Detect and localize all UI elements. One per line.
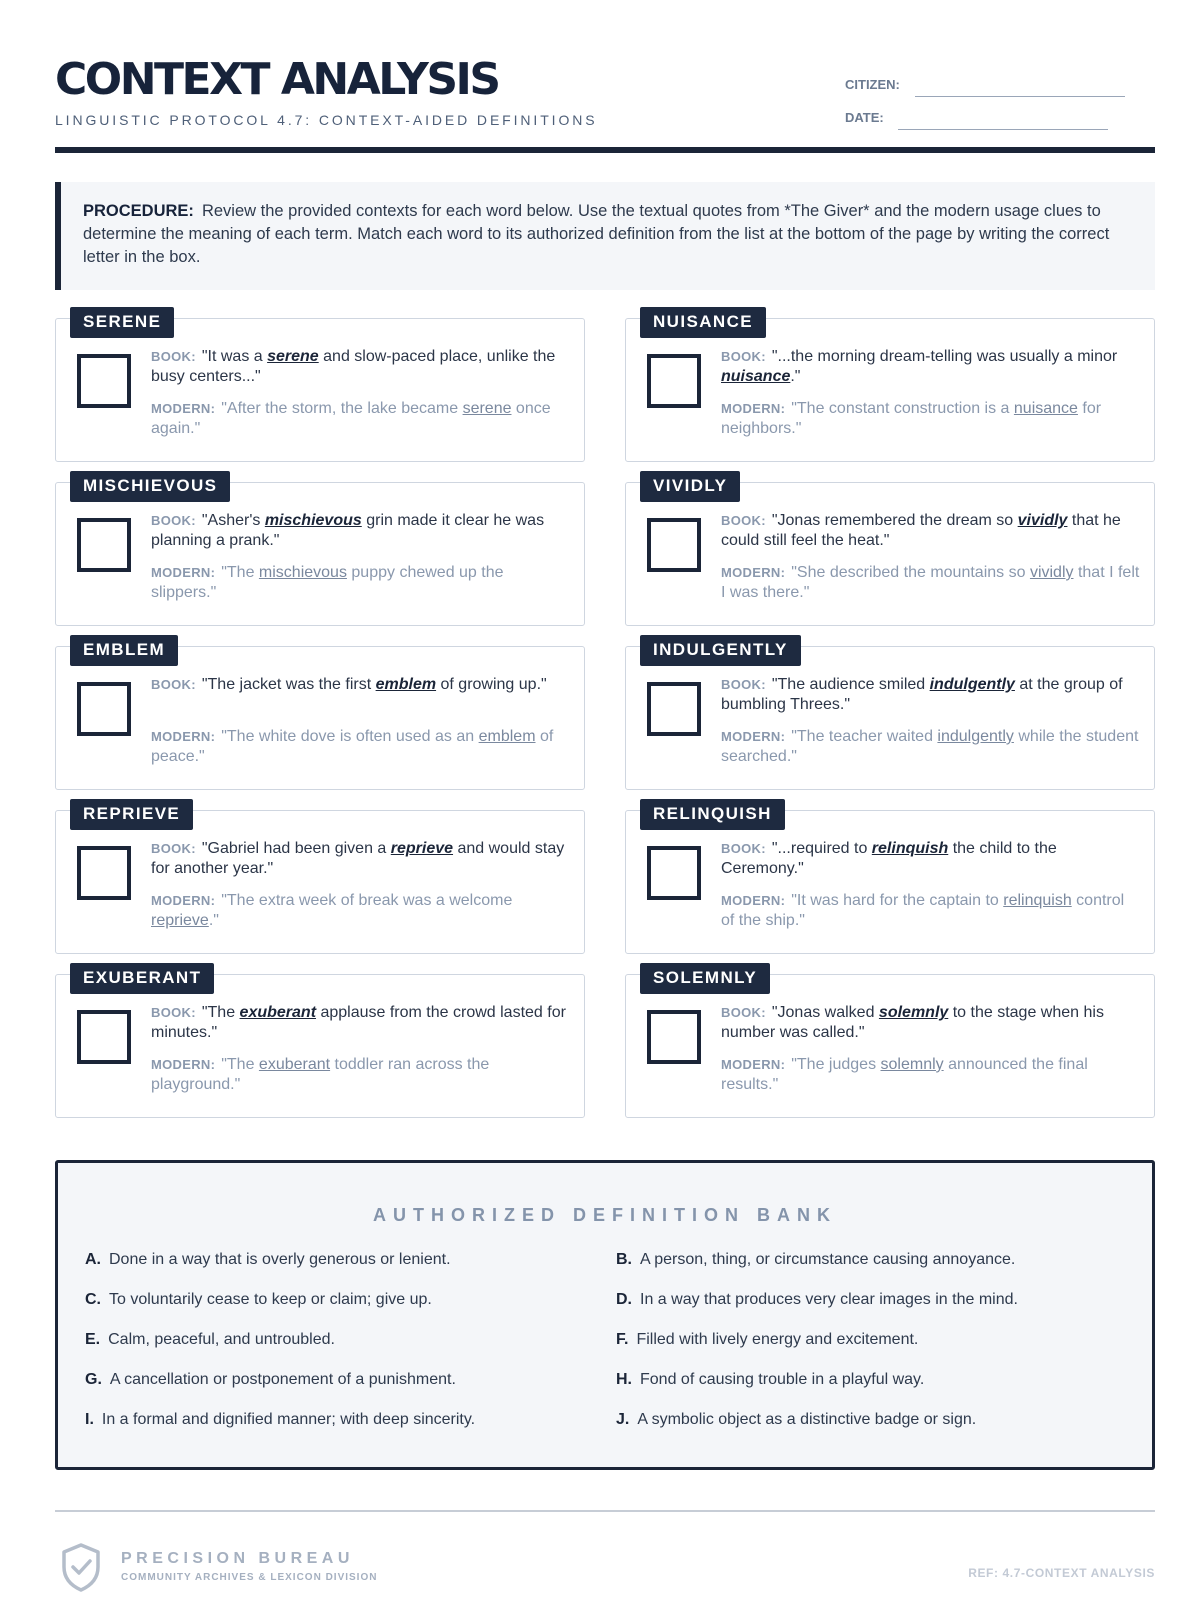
book-text: "Gabriel had been given a (201, 840, 391, 857)
page-title: CONTEXT ANALYSIS (55, 54, 499, 105)
book-keyword: relinquish (871, 840, 949, 857)
answer-box[interactable] (77, 682, 131, 736)
answer-box[interactable] (77, 1010, 131, 1064)
book-label: BOOK: (151, 349, 196, 364)
definition-item (85, 1251, 585, 1269)
definition-item (616, 1251, 1116, 1269)
definition-text: Fond of causing trouble in a playful way. (640, 1371, 925, 1388)
modern-label: MODERN: (721, 401, 786, 416)
modern-text: control of the ship." (721, 892, 1125, 929)
book-keyword: vividly (1017, 512, 1068, 529)
definition-text: Filled with lively energy and excitement. (636, 1331, 919, 1348)
modern-text: puppy chewed up the slippers." (151, 564, 504, 601)
modern-text: "The extra week of break was a welcome (221, 892, 513, 909)
word-tag: SERENE (70, 307, 174, 338)
book-text: the child to the Ceremony." (721, 840, 1057, 877)
page-subtitle: LINGUISTIC PROTOCOL 4.7: CONTEXT-AIDED DEFINITIONS (55, 112, 598, 128)
definition-letter: F. (616, 1331, 629, 1348)
modern-text: announced the final results." (721, 1056, 1088, 1093)
book-label: BOOK: (151, 841, 196, 856)
book-text: "The jacket was the first (201, 676, 376, 693)
book-label: BOOK: (151, 677, 196, 692)
book-quote (721, 675, 1141, 715)
book-keyword: reprieve (390, 840, 454, 857)
word-tag: EMBLEM (70, 635, 178, 666)
book-quote (721, 511, 1141, 551)
definition-letter: E. (85, 1331, 101, 1348)
book-label: BOOK: (721, 841, 766, 856)
modern-label: MODERN: (721, 893, 786, 908)
modern-label: MODERN: (721, 1057, 786, 1072)
definition-text: In a formal and dignified manner; with deep sincerity. (101, 1411, 476, 1428)
date-field[interactable] (898, 129, 1108, 130)
book-keyword: emblem (375, 676, 437, 693)
word-card-indulgently (625, 640, 1155, 790)
definition-text: A cancellation or postponement of a punishment. (109, 1371, 456, 1388)
modern-text: "The white dove is often used as an (221, 728, 479, 745)
modern-quote (151, 1055, 571, 1095)
book-label: BOOK: (151, 513, 196, 528)
citizen-label: CITIZEN: (845, 77, 900, 92)
definition-text: A symbolic object as a distinctive badge or sign. (637, 1411, 977, 1428)
header (55, 50, 1155, 155)
modern-keyword: mischievous (258, 564, 347, 581)
word-card-serene (55, 312, 585, 462)
definition-letter: G. (85, 1371, 102, 1388)
modern-keyword: vividly (1029, 564, 1074, 581)
modern-label: MODERN: (151, 565, 216, 580)
modern-text: "The constant construction is a (791, 400, 1014, 417)
modern-quote (151, 891, 571, 931)
definition-item (616, 1371, 1116, 1389)
answer-box[interactable] (647, 1010, 701, 1064)
modern-label: MODERN: (151, 729, 216, 744)
modern-text: toddler ran across the playground." (151, 1056, 490, 1093)
word-card-exuberant (55, 968, 585, 1118)
book-text: ." (790, 368, 801, 385)
book-quote (151, 511, 571, 551)
definition-item (616, 1411, 1116, 1429)
modern-quote (151, 727, 571, 767)
procedure-label: PROCEDURE: (83, 202, 194, 220)
header-rule (55, 147, 1155, 153)
modern-quote (151, 399, 571, 439)
word-tag: MISCHIEVOUS (70, 471, 230, 502)
book-keyword: nuisance (721, 368, 791, 385)
book-text: and slow-paced place, unlike the busy centers..." (151, 348, 556, 385)
book-quote (151, 347, 571, 387)
answer-box[interactable] (647, 682, 701, 736)
definition-text: In a way that produces very clear images in the mind. (640, 1291, 1018, 1308)
book-label: BOOK: (721, 349, 766, 364)
modern-keyword: emblem (478, 728, 536, 745)
word-tag: VIVIDLY (640, 471, 740, 502)
definition-letter: H. (616, 1371, 632, 1388)
word-card-mischievous (55, 476, 585, 626)
book-text: grin made it clear he was planning a prank." (151, 512, 545, 549)
modern-quote (721, 1055, 1141, 1095)
book-quote (721, 1003, 1141, 1043)
word-card-vividly (625, 476, 1155, 626)
modern-text: "The (221, 1056, 259, 1073)
modern-keyword: exuberant (258, 1056, 331, 1073)
book-text: "Asher's (201, 512, 265, 529)
book-text: at the group of bumbling Threes." (721, 676, 1123, 713)
modern-text: while the student searched." (721, 728, 1139, 765)
modern-keyword: solemnly (880, 1056, 944, 1073)
definition-letter: J. (616, 1411, 630, 1428)
answer-box[interactable] (647, 846, 701, 900)
definition-item (85, 1331, 585, 1349)
book-keyword: solemnly (878, 1004, 949, 1021)
definition-letter: B. (616, 1251, 632, 1268)
definition-letter: C. (85, 1291, 101, 1308)
procedure-box (55, 182, 1155, 290)
word-card-emblem (55, 640, 585, 790)
book-label: BOOK: (721, 677, 766, 692)
modern-text: "The teacher waited (791, 728, 938, 745)
modern-quote (151, 563, 571, 603)
definition-item (85, 1291, 585, 1309)
modern-text: "The judges (791, 1056, 881, 1073)
book-keyword: serene (267, 348, 319, 365)
word-tag: EXUBERANT (70, 963, 214, 994)
answer-box[interactable] (647, 354, 701, 408)
book-text: that he could still feel the heat." (721, 512, 1121, 549)
book-label: BOOK: (721, 1005, 766, 1020)
modern-keyword: relinquish (1003, 892, 1072, 909)
book-text: "Jonas walked (771, 1004, 879, 1021)
book-text: "...required to (771, 840, 872, 857)
modern-label: MODERN: (151, 401, 216, 416)
modern-text: of peace." (151, 728, 554, 765)
date-label: DATE: (845, 110, 884, 125)
modern-text: for neighbors." (721, 400, 1102, 437)
definition-text: Calm, peaceful, and untroubled. (108, 1331, 335, 1348)
definition-bank-title: AUTHORIZED DEFINITION BANK (373, 1205, 837, 1225)
book-text: "...the morning dream-telling was usually a minor (771, 348, 1118, 365)
word-card-relinquish (625, 804, 1155, 954)
shield-check-icon (60, 1542, 102, 1592)
book-text: "The audience smiled (771, 676, 930, 693)
modern-quote (721, 727, 1141, 767)
definition-letter: A. (85, 1251, 101, 1268)
definition-letter: D. (616, 1291, 632, 1308)
book-text: "Jonas remembered the dream so (771, 512, 1018, 529)
definition-text: Done in a way that is overly generous or lenient. (109, 1251, 451, 1268)
modern-label: MODERN: (151, 1057, 216, 1072)
book-quote (151, 675, 571, 695)
modern-text: once again." (151, 400, 551, 437)
book-keyword: mischievous (264, 512, 362, 529)
book-text: to the stage when his number was called." (721, 1004, 1104, 1041)
footer-org: PRECISION BUREAU (121, 1550, 354, 1567)
definition-item (616, 1291, 1116, 1309)
footer-division: COMMUNITY ARCHIVES & LEXICON DIVISION (121, 1572, 378, 1583)
word-tag: INDULGENTLY (640, 635, 801, 666)
word-card-solemnly (625, 968, 1155, 1118)
book-quote (721, 347, 1141, 387)
modern-text: "After the storm, the lake became (221, 400, 463, 417)
word-tag: REPRIEVE (70, 799, 193, 830)
definition-bank (55, 1160, 1155, 1470)
book-quote (151, 1003, 571, 1043)
answer-box[interactable] (647, 518, 701, 572)
modern-keyword: serene (462, 400, 512, 417)
definition-letter: I. (85, 1411, 94, 1428)
word-card-reprieve (55, 804, 585, 954)
citizen-field[interactable] (915, 96, 1125, 97)
answer-box[interactable] (77, 354, 131, 408)
book-keyword: exuberant (239, 1004, 317, 1021)
word-tag: RELINQUISH (640, 799, 785, 830)
procedure-text: Review the provided contexts for each word below. Use the textual quotes from *The Giver* and the modern usage clues to determine the meaning of each term. Match each word to its authorized definition from the list at the bottom of the page by writing the correct letter in the box. (83, 202, 1110, 266)
book-text: applause from the crowd lasted for minutes." (151, 1004, 566, 1041)
modern-text: "She described the mountains so (791, 564, 1030, 581)
definition-text: A person, thing, or circumstance causing annoyance. (640, 1251, 1016, 1268)
modern-quote (721, 563, 1141, 603)
book-label: BOOK: (721, 513, 766, 528)
word-tag: NUISANCE (640, 307, 766, 338)
modern-quote (721, 399, 1141, 439)
answer-box[interactable] (77, 846, 131, 900)
book-text: and would stay for another year." (151, 840, 565, 877)
modern-text: ." (208, 912, 219, 929)
modern-label: MODERN: (151, 893, 216, 908)
book-label: BOOK: (151, 1005, 196, 1020)
modern-keyword: indulgently (937, 728, 1014, 745)
word-tag: SOLEMNLY (640, 963, 770, 994)
book-text: "It was a (201, 348, 268, 365)
footer-ref: REF: 4.7-CONTEXT ANALYSIS (968, 1566, 1155, 1580)
definition-item (85, 1371, 585, 1389)
book-quote (721, 839, 1141, 879)
word-card-nuisance (625, 312, 1155, 462)
modern-label: MODERN: (721, 729, 786, 744)
modern-keyword: reprieve (151, 912, 209, 929)
modern-quote (721, 891, 1141, 931)
definition-text: To voluntarily cease to keep or claim; give up. (109, 1291, 432, 1308)
answer-box[interactable] (77, 518, 131, 572)
definition-item (616, 1331, 1116, 1349)
modern-text: "It was hard for the captain to (791, 892, 1004, 909)
modern-text: "The (221, 564, 259, 581)
book-text: "The (201, 1004, 240, 1021)
definition-item (85, 1411, 585, 1429)
book-quote (151, 839, 571, 879)
modern-label: MODERN: (721, 565, 786, 580)
book-text: of growing up." (436, 676, 547, 693)
footer-rule (55, 1510, 1155, 1512)
modern-text: that I felt I was there." (721, 564, 1140, 601)
book-keyword: indulgently (929, 676, 1015, 693)
modern-keyword: nuisance (1013, 400, 1078, 417)
